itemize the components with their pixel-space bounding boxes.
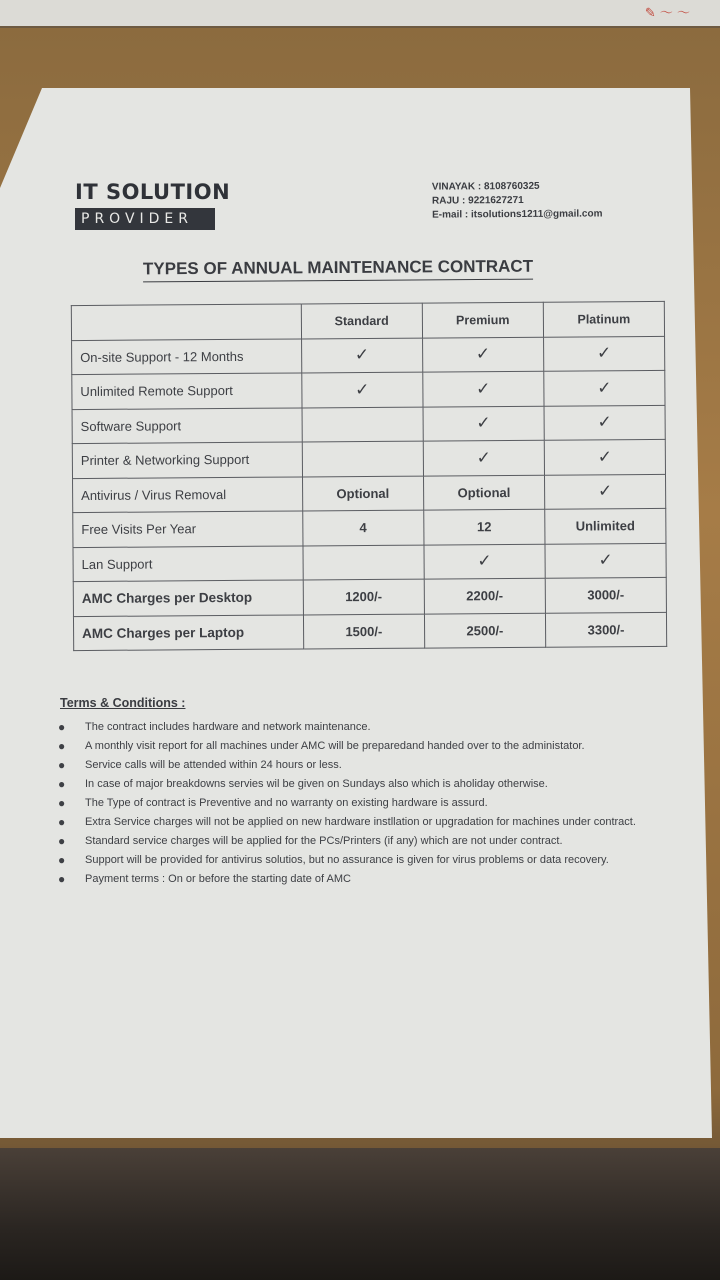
table-row <box>72 336 665 375</box>
feature-label: Free Visits Per Year <box>73 511 303 547</box>
cell-standard: ✓ <box>302 372 423 407</box>
list-item <box>48 834 680 848</box>
amc-table <box>71 301 667 651</box>
cell-platinum: ✓ <box>544 439 665 474</box>
cell-platinum: 3300/- <box>545 612 666 647</box>
contact-email: E-mail : itsolutions1211@gmail.com <box>432 208 603 221</box>
feature-label: Printer & Networking Support <box>72 442 302 478</box>
cell-platinum: 3000/- <box>545 577 666 612</box>
feature-label: Lan Support <box>73 545 303 581</box>
cell-premium: 12 <box>424 509 545 544</box>
cell-platinum: ✓ <box>545 543 666 578</box>
term-text: The Type of contract is Preventive and no warranty on existing hardware is assurd. <box>85 797 488 809</box>
table-row <box>72 405 665 444</box>
cell-platinum: ✓ <box>543 336 664 371</box>
table-corner-cell <box>71 304 301 340</box>
term-text: Payment terms : On or before the starting date of AMC <box>85 873 351 885</box>
cell-premium: ✓ <box>423 440 544 475</box>
feature-label: Software Support <box>72 407 302 443</box>
bullet-icon: ● <box>58 872 66 886</box>
table-row <box>73 543 666 582</box>
cell-standard <box>302 441 423 476</box>
table-row <box>73 474 666 513</box>
bullet-icon: ● <box>58 834 66 848</box>
bullet-icon: ● <box>58 796 66 810</box>
cell-standard: 1200/- <box>303 579 424 614</box>
cell-premium: 2200/- <box>424 578 545 613</box>
term-text: Standard service charges will be applied for the PCs/Printers (if any) which are not under contract. <box>85 835 563 847</box>
terms-title: Terms & Conditions : <box>60 696 186 710</box>
feature-label: Antivirus / Virus Removal <box>73 476 303 512</box>
cell-platinum: ✓ <box>544 370 665 405</box>
cell-standard: 4 <box>302 510 423 545</box>
table-header-row <box>71 301 664 340</box>
table-body <box>72 336 667 651</box>
bullet-icon: ● <box>58 758 66 772</box>
cell-standard: 1500/- <box>303 614 424 649</box>
cell-standard: ✓ <box>301 338 422 373</box>
term-text: A monthly visit report for all machines under AMC will be preparedand handed over to the administator. <box>85 740 585 752</box>
cell-premium: ✓ <box>422 337 543 372</box>
table-row <box>72 439 665 478</box>
feature-label: AMC Charges per Desktop <box>73 580 303 616</box>
list-item <box>48 777 680 791</box>
cell-standard <box>303 545 424 580</box>
feature-label: Unlimited Remote Support <box>72 373 302 409</box>
cell-premium: ✓ <box>423 406 544 441</box>
term-text: Service calls will be attended within 24 hours or less. <box>85 759 342 771</box>
contact-vinayak: VINAYAK : 8108760325 <box>431 180 540 193</box>
term-text: Extra Service charges will not be applied on new hardware instllation or upgradation for machines under contract. <box>85 816 636 828</box>
term-text: Support will be provided for antivirus solutios, but no assurance is given for virus problems or data recovery. <box>85 854 609 866</box>
terms-list <box>48 720 680 891</box>
list-item <box>48 739 680 753</box>
list-item <box>48 872 680 886</box>
term-text: In case of major breakdowns servies wil be given on Sundays also which is aholiday otherwise. <box>85 778 548 790</box>
table-row <box>73 612 666 651</box>
cell-standard <box>302 407 423 442</box>
bullet-icon: ● <box>58 853 66 867</box>
company-logo <box>75 180 230 230</box>
contact-block <box>432 179 603 222</box>
table-row <box>73 577 666 616</box>
contact-raju: RAJU : 9221627271 <box>431 194 524 207</box>
list-item <box>48 758 680 772</box>
table-row <box>73 508 666 547</box>
cell-platinum: ✓ <box>544 474 665 509</box>
handwritten-scribble: ✎ ～ ～ <box>644 6 690 21</box>
list-item <box>48 815 680 829</box>
table-row <box>72 370 665 409</box>
feature-label: On-site Support - 12 Months <box>72 338 302 374</box>
floor-background <box>0 1148 720 1280</box>
list-item <box>48 796 680 810</box>
cell-platinum: Unlimited <box>545 508 666 543</box>
logo-line2: PROVIDER <box>75 208 215 230</box>
bullet-icon: ● <box>58 739 66 753</box>
column-header-platinum: Platinum <box>543 301 664 336</box>
cell-platinum: ✓ <box>544 405 665 440</box>
cell-premium: 2500/- <box>424 613 545 648</box>
cell-premium: ✓ <box>424 544 545 579</box>
cell-premium: ✓ <box>423 371 544 406</box>
list-item <box>48 720 680 734</box>
bullet-icon: ● <box>58 777 66 791</box>
bullet-icon: ● <box>58 815 66 829</box>
background-paper <box>0 0 720 28</box>
column-header-standard: Standard <box>301 303 422 338</box>
cell-premium: Optional <box>423 475 544 510</box>
cell-standard: Optional <box>302 476 423 511</box>
list-item <box>48 853 680 867</box>
bullet-icon: ● <box>58 720 66 734</box>
term-text: The contract includes hardware and network maintenance. <box>85 721 371 733</box>
logo-line1: IT SOLUTION <box>75 180 231 204</box>
column-header-premium: Premium <box>422 302 543 337</box>
feature-label: AMC Charges per Laptop <box>73 614 303 650</box>
document-title: TYPES OF ANNUAL MAINTENANCE CONTRACT <box>143 257 533 283</box>
